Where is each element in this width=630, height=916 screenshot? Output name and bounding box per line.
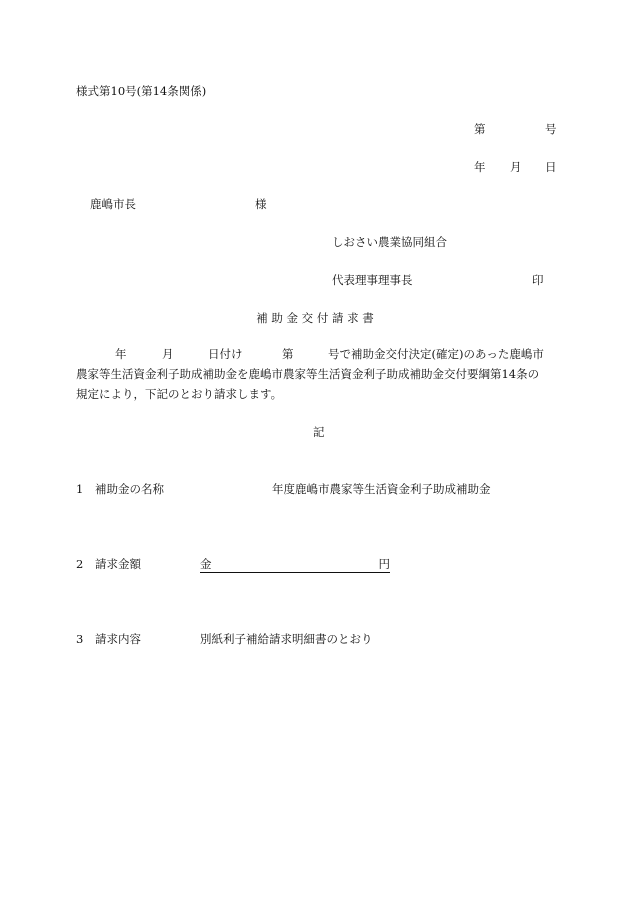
date-month: 月 <box>510 160 522 174</box>
item-3-label: 請求内容 <box>95 632 141 646</box>
body-month: 月 <box>162 347 174 361</box>
item-1-number: 1 <box>76 482 84 496</box>
date-day: 日 <box>545 160 557 174</box>
ki-heading: 記 <box>313 425 325 439</box>
item-3-number: 3 <box>76 632 84 646</box>
addressee-honorific: 様 <box>255 197 267 211</box>
document-title: 補 助 金 交 付 請 求 書 <box>256 311 374 325</box>
body-year: 年 <box>115 347 127 361</box>
applicant-seal: 印 <box>532 273 544 287</box>
document-number-dai: 第 <box>474 122 486 136</box>
item-2-value-suffix: 円 <box>378 557 390 571</box>
addressee-name: 鹿嶋市長 <box>90 197 136 211</box>
item-1-value: 年度鹿嶋市農家等生活資金利子助成補助金 <box>272 482 491 496</box>
item-1-label: 補助金の名称 <box>95 482 164 496</box>
item-3-value: 別紙利子補給請求明細書のとおり <box>200 632 373 646</box>
applicant-organization: しおさい農業協同組合 <box>332 235 447 249</box>
body-dai: 第 <box>282 347 294 361</box>
body-line3: 規定により，下記のとおり請求します。 <box>76 387 283 401</box>
body-date-suffix: 日付け <box>208 347 243 361</box>
body-line1-rest: 号で補助金交付決定(確定)のあった鹿嶋市 <box>328 347 544 361</box>
form-number: 様式第10号(第14条関係) <box>76 84 207 98</box>
item-2-value-prefix: 金 <box>200 557 212 571</box>
document-number-gou: 号 <box>545 122 557 136</box>
date-year: 年 <box>474 160 486 174</box>
item-2-label: 請求金額 <box>95 557 141 571</box>
item-2-number: 2 <box>76 557 84 571</box>
applicant-representative: 代表理事理事長 <box>332 273 413 287</box>
item-2-amount-field <box>200 558 390 573</box>
body-line2: 農家等生活資金利子助成補助金を鹿嶋市農家等生活資金利子助成補助金交付要綱第14条の <box>76 367 540 381</box>
